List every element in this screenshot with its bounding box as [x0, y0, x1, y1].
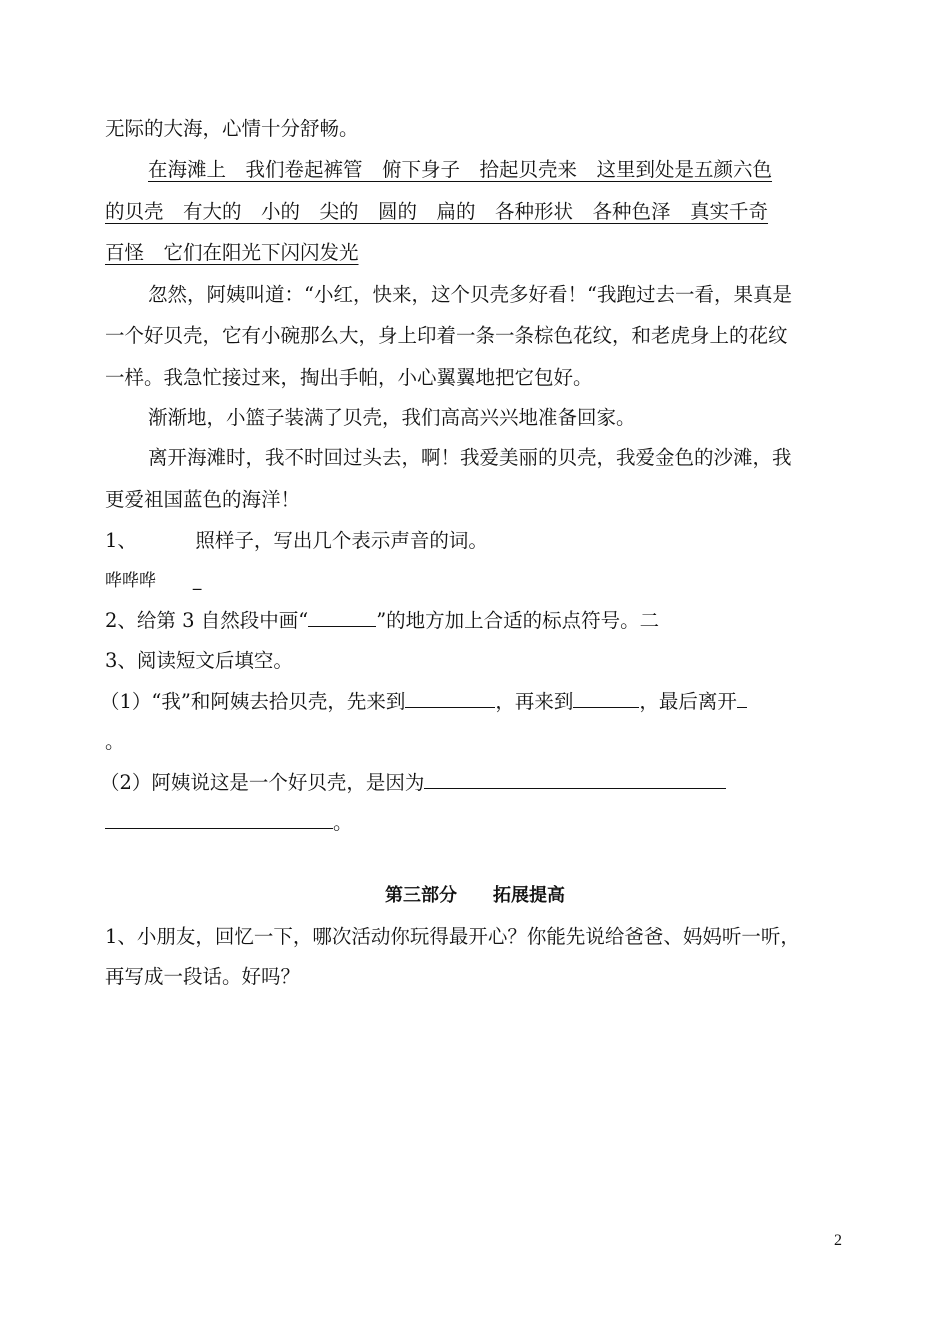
question-3-1 [100, 689, 852, 714]
question-2 [105, 608, 847, 633]
para-call-line-2: 一个好贝壳，它有小碗那么大，身上印着一条一条棕色花纹，和老虎身上的花纹 [105, 324, 788, 347]
question-1-example [105, 569, 847, 593]
question-1-text: 照样子，写出几个表示声音的词。 [195, 529, 488, 552]
part3-task-line-1: 1、小朋友，回忆一下，哪次活动你玩得最开心？你能先说给爸爸、妈妈听一听， [105, 925, 800, 948]
answer-blank[interactable] [105, 810, 333, 829]
question-3-1-text-b: ，再来到 [495, 690, 574, 713]
underlined-text: 的贝壳 有大的 小的 尖的 圆的 扁的 各种形状 各种色泽 真实千奇 [105, 200, 769, 223]
question-3-1-end: 。 [105, 730, 125, 753]
answer-blank[interactable]: _ [192, 571, 202, 591]
question-3-title: 3、阅读短文后填空。 [105, 649, 293, 672]
para-basket: 渐渐地，小篮子装满了贝壳，我们高高兴兴地准备回家。 [148, 406, 636, 429]
question-2-text-b: ”的地方加上合适的标点符号。二 [376, 609, 660, 632]
question-3-2 [100, 770, 852, 795]
para-leave-line-2: 更爱祖国蓝色的海洋！ [105, 488, 301, 511]
section-heading: 第三部分 拓展提高 [385, 885, 565, 906]
part3-task-line-2: 再写成一段话。好吗？ [105, 965, 301, 988]
question-3-1-text-c: ，最后离开 [639, 690, 737, 713]
para-call-line-1: 忽然，阿姨叫道：“小红，快来，这个贝壳多好看！“我跑过去一看，果真是 [148, 283, 792, 306]
underlined-text: 百怪 它们在阳光下闪闪发光 [105, 241, 359, 264]
question-1-number: 1、 [105, 529, 137, 552]
question-3-1-text-a: （1）“我”和阿姨去拾贝壳，先来到 [100, 690, 406, 713]
underlined-text: 在海滩上 我们卷起裤管 俯下身子 拾起贝壳来 这里到处是五颜六色 [148, 158, 773, 181]
question-3-2-end: 。 [333, 811, 353, 834]
example-word: 哗哗哗 [105, 571, 156, 591]
question-2-text-a: 2、给第 3 自然段中画“ [105, 609, 309, 632]
answer-blank[interactable] [737, 689, 747, 708]
answer-blank[interactable] [573, 689, 639, 708]
story-line-1: 无际的大海，心情十分舒畅。 [105, 117, 359, 140]
para-leave-line-1: 离开海滩时，我不时回过头去，啊！我爱美丽的贝壳，我爱金色的沙滩，我 [148, 446, 792, 469]
page-number: 2 [834, 1232, 842, 1249]
underlined-para-line-3 [105, 241, 847, 265]
answer-blank[interactable] [308, 608, 376, 627]
question-1 [105, 529, 847, 553]
question-3-2-continued [105, 810, 847, 835]
answer-blank[interactable] [405, 689, 495, 708]
underlined-para-line-2 [105, 200, 847, 224]
question-3-2-text: （2）阿姨说这是一个好贝壳，是因为 [100, 771, 425, 794]
underlined-para-line-1 [148, 158, 847, 182]
para-call-line-3: 一样。我急忙接过来，掏出手帕，小心翼翼地把它包好。 [105, 366, 593, 389]
answer-blank[interactable] [424, 770, 726, 789]
